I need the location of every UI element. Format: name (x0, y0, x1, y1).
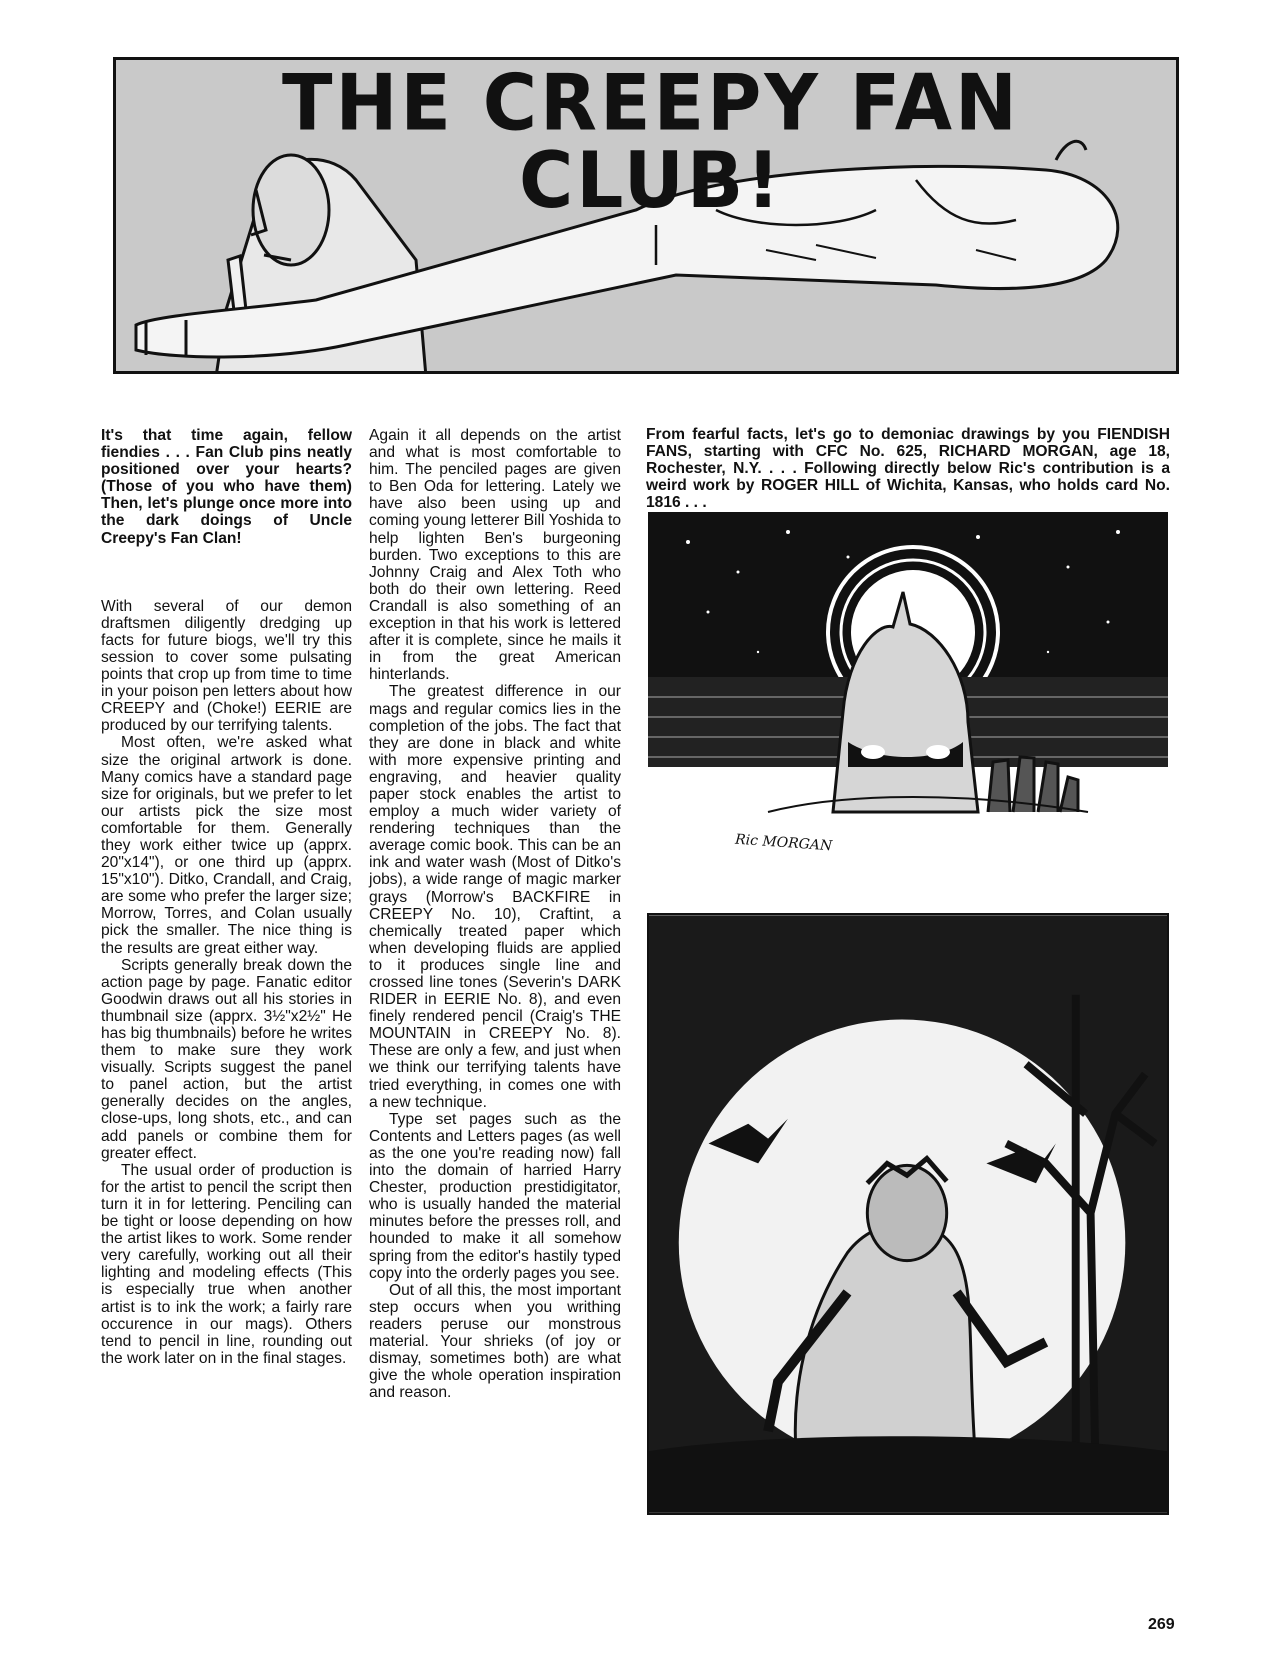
paragraph: The usual order of production is for the artist to pencil the script then turn it in for lettering. Penciling can be tight or loose depending on how the artist likes to work. Some render very carefully, working out all their lighting and modeling effects (This is especially true when another artist is to ink the work; a fairly rare occurence in our mags). Others tend to pencil in line, rounding out the work later on in the final stages. (101, 1161, 352, 1367)
paragraph: The greatest difference in our mags and regular comics lies in the completion of the jobs. The fact that they are done in black and white with more expensive printing and engraving, and heavier quality paper stock enables the artist to employ a much wider variety of rendering techniques than the average comic book. This can be an ink and water wash (Most of Ditko's jobs), a wide range of magic marker grays (Morrow's BACKFIRE in CREEPY No. 10), Craftint, a chemically treated paper which when developing fluids are applied to it produces single line and crossed line tones (Severin's DARK RIDER in EERIE No. 8), and even finely rendered pencil (Craig's THE MOUNTAIN in CREEPY No. 8). These are only a few, and just when we think our terrifying talents have tried everything, in comes one with a new technique. (369, 683, 621, 1111)
artist-signature: Ric MORGAN (734, 831, 833, 855)
page-title: THE CREEPY FAN CLUB! (282, 58, 1020, 226)
text-column-2 (369, 427, 621, 1401)
text-column-1 (101, 427, 352, 1367)
fan-art-hill (647, 913, 1169, 1515)
paragraph: Type set pages such as the Contents and Letters pages (as well as the one you're reading now) fall into the domain of harried Harry Chester, production prestidigitator, who is usually handed the material minutes before the presses roll, and hounded to make it all somehow spring from the editor's hastily typed copy into the orderly pages you see. (369, 1110, 621, 1282)
fan-art-morgan (648, 512, 1168, 867)
fan-art-intro: From fearful facts, let's go to demoniac drawings by you FIENDISH FANS, starting with CFC No. 625, RICHARD MORGAN, age 18, Rochester, N.Y. . . . Following directly below Ric's contribution is a weird work by ROGER HILL of Wichita, Kansas, who holds card No. 1816 . . . (646, 426, 1170, 512)
paragraph: With several of our demon draftsmen diligently dredging up facts for future biogs, we'll try this session to cover some pulsating points that crop up from time to time in your poison pen letters about how CREEPY and (Choke!) EERIE are produced by our terrifying talents. (101, 597, 352, 735)
paragraph: Most often, we're asked what size the original artwork is done. Many comics have a standard page size for originals, but we prefer to let our artists pick the size most comfortable for them. Generally they work either twice up (apprx. 20"x14"), or one third up (apprx. 15"x10"). Ditko, Crandall, and Craig, are some who prefer the larger size; Morrow, Torres, and Colan usually pick the smaller. The nice thing is the results are great either way. (101, 734, 352, 957)
paragraph: Out of all this, the most important step occurs when you writhing readers peruse our monstrous material. Your shrieks (of joy or dismay, sometimes both) are what give the whole operation inspiration and reason. (369, 1281, 621, 1402)
paragraph-gap (101, 547, 352, 598)
page-number: 269 (1148, 1616, 1175, 1633)
paragraph: Again it all depends on the artist and what is most comfortable to him. The penciled pages are given to Ben Oda for lettering. Lately we have also been using up and coming young letterer Bill Yoshida to help lighten Ben's burgeoning burden. Two exceptions to this are Johnny Craig and Alex Toth who both do their own lettering. Reed Crandall is also something of an exception in that his work is lettered after it is complete, since he mails it in from the great American hinterlands. (369, 427, 621, 684)
header-banner (113, 57, 1179, 374)
paragraph: Scripts generally break down the action page by page. Fanatic editor Goodwin draws out all his stories in thumbnail size (apprx. 3½"x2½" He has big thumbnails) before he writes them to make sure they work visually. Scripts suggest the panel to panel action, but the artist generally decides on the angles, close-ups, long shots, etc., and can add panels or combine them for greater effect. (101, 956, 352, 1162)
intro-paragraph: It's that time again, fellow fiendies . . . Fan Club pins neatly positioned over your hearts? (Those of you who have them) Then, let's plunge once more into the dark doings of Uncle Creepy's Fan Clan! (101, 427, 352, 547)
